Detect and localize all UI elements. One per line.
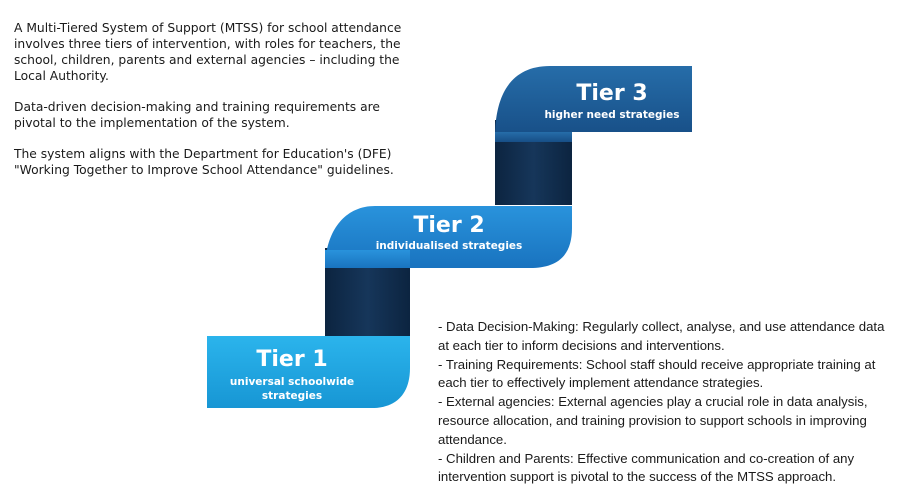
tier-3-subtitle: higher need strategies bbox=[544, 109, 680, 121]
note-external-agencies: - External agencies: External agencies play a crucial role in data analysis, resource allocation, and training provision to support schools in improving attendance. bbox=[438, 394, 868, 447]
note-data-decision-making: - Data Decision-Making: Regularly collect, analyse, and use attendance data at each tier to inform decisions and interventions. bbox=[438, 319, 885, 353]
tier-1-title: Tier 1 bbox=[256, 347, 328, 372]
tier-1-subtitle-line-2: strategies bbox=[261, 390, 323, 402]
tier-1-subtitle-line-1: universal schoolwide bbox=[229, 376, 355, 388]
note-training-requirements: - Training Requirements: School staff should receive appropriate training at each tier to effectively implement attendance strategies. bbox=[438, 356, 876, 391]
tier-2-left-edge bbox=[325, 250, 410, 268]
intro-paragraph-mtss: A Multi-Tiered System of Support (MTSS) for school attendance involves three tiers of intervention, with roles for teachers, the school, children, parents and external agencies – including the Local Authority. bbox=[14, 21, 402, 83]
tier-3-title: Tier 3 bbox=[576, 81, 648, 106]
tier-2-subtitle: individualised strategies bbox=[375, 240, 523, 252]
tier-2-title: Tier 2 bbox=[413, 213, 485, 238]
note-children-and-parents: - Children and Parents: Effective communication and co-creation of any intervention support is pivotal to the success of the MTSS approach. bbox=[438, 450, 855, 485]
tier-3-lower-edge bbox=[495, 132, 572, 142]
mtss-notes bbox=[438, 318, 896, 487]
intro-paragraph-dfe: The system aligns with the Department for Education's (DFE) "Working Together to Improve School Attendance" guidelines. bbox=[14, 147, 394, 177]
intro-paragraph-data: Data-driven decision-making and training requirements are pivotal to the implementation of the system. bbox=[14, 100, 380, 130]
